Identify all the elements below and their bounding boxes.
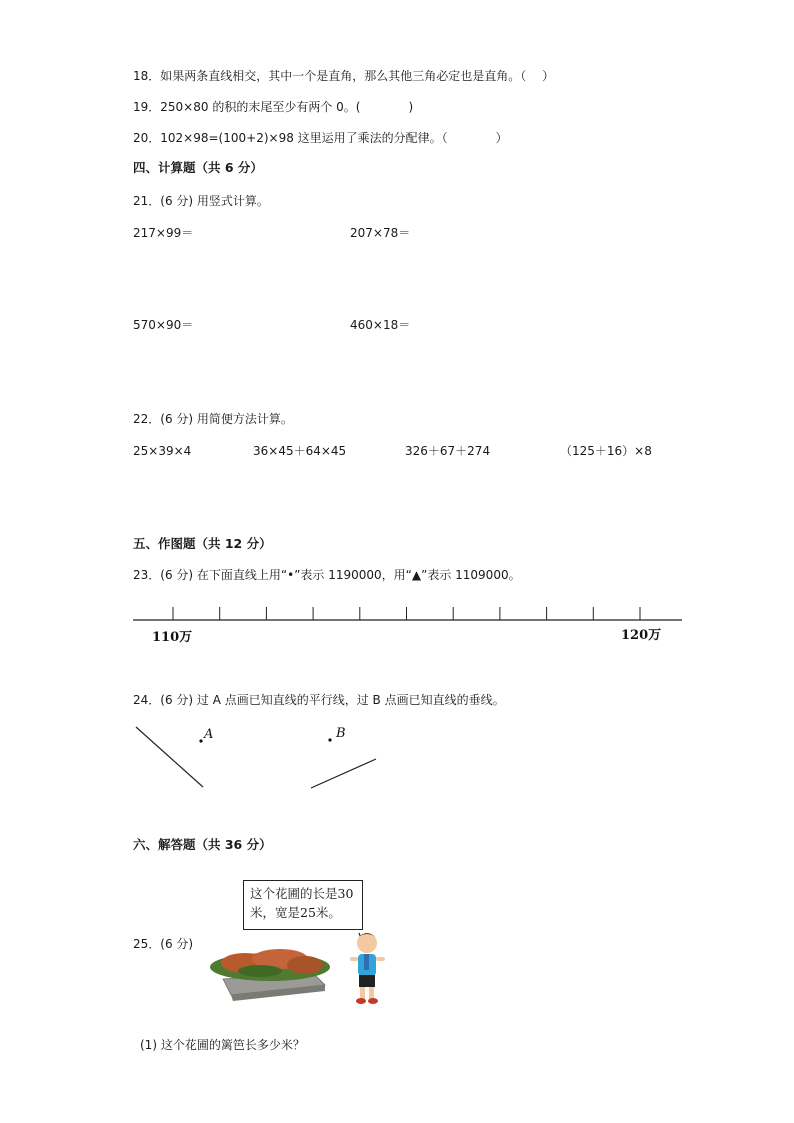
question-22: 22．(6 分) 用简便方法计算。: [133, 412, 293, 426]
calc-item-1: 217×99＝: [133, 226, 194, 240]
point-a-label: A: [204, 727, 214, 742]
question-18: 18．如果两条直线相交，其中一个是直角，那么其他三角必定也是直角。（ ）: [133, 69, 555, 83]
point-b-label: B: [336, 726, 346, 741]
point-b-dot: [328, 738, 331, 741]
section-4-title: 四、计算题（共 6 分）: [133, 160, 263, 175]
speech-bubble: [243, 880, 363, 930]
question-21: 21．(6 分) 用竖式计算。: [133, 194, 269, 208]
section-5-title: 五、作图题（共 12 分）: [133, 536, 272, 551]
question-23: 23．(6 分) 在下面直线上用“•”表示 1190000，用“▲”表示 1109000。: [133, 568, 521, 582]
simplify-item-4: （125＋16）×8: [560, 444, 652, 458]
point-a-dot: [199, 739, 202, 742]
number-line-right-label: 120万: [621, 628, 662, 643]
calc-item-2: 207×78＝: [350, 226, 411, 240]
number-line-left-label: 110万: [152, 630, 193, 645]
simplify-item-3: 326＋67＋274: [405, 444, 491, 458]
boy-figure: [350, 933, 385, 1004]
question-20: 20．102×98=(100+2)×98 这里运用了乘法的分配律。（ ）: [133, 131, 508, 145]
bubble-line-1: 这个花圃的长是30: [250, 886, 354, 901]
question-19: 19．250×80 的积的末尾至少有两个 0。( ): [133, 100, 414, 114]
section-6-title: 六、解答题（共 36 分）: [133, 837, 272, 852]
simplify-item-1: 25×39×4: [133, 444, 192, 458]
question-25-sub-1: (1) 这个花圃的篱笆长多少米？: [140, 1038, 305, 1052]
question-25: 25．(6 分): [133, 937, 194, 951]
garden-illustration: [205, 925, 405, 1015]
bubble-line-2: 米，宽是25米。: [250, 905, 341, 920]
question-24: 24．(6 分) 过 A 点画已知直线的平行线，过 B 点画已知直线的垂线。: [133, 693, 505, 707]
given-line-b: [311, 759, 376, 788]
calc-item-4: 460×18＝: [350, 318, 411, 332]
simplify-item-2: 36×45＋64×45: [253, 444, 347, 458]
calc-item-3: 570×90＝: [133, 318, 194, 332]
given-line-a: [136, 727, 203, 787]
